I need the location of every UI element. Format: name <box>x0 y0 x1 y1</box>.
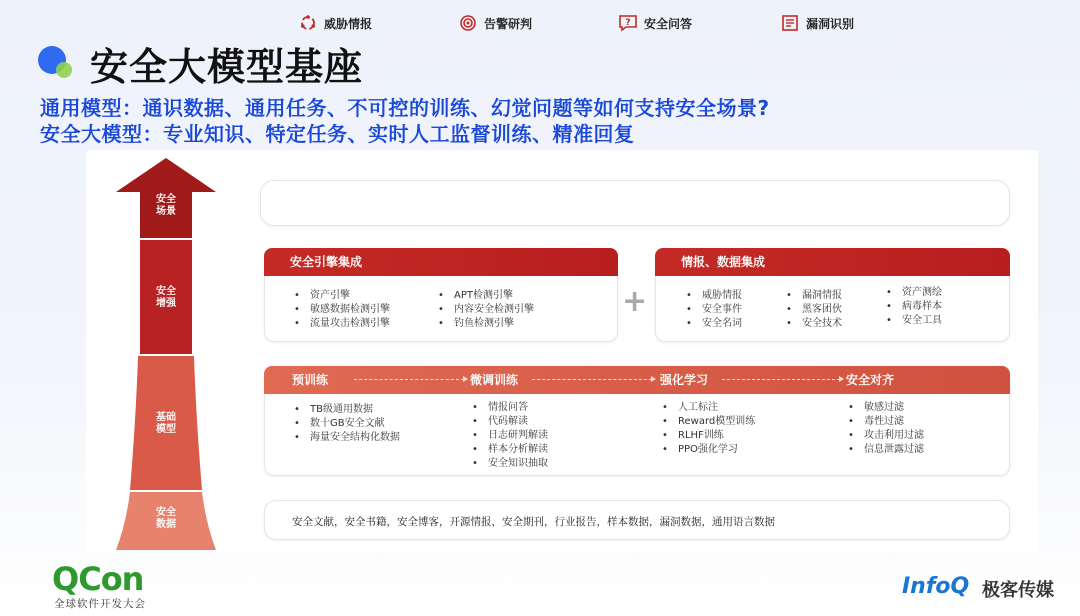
list-item: • 钓鱼检测引擎 <box>436 317 534 331</box>
list-item: • PPO强化学习 <box>660 443 755 457</box>
engine-list-col1 <box>292 289 390 331</box>
list-item: • 流量攻击检测引擎 <box>292 317 390 331</box>
infoq-brand-name: 极客传媒 <box>982 580 1054 601</box>
list-item: • 安全技术 <box>784 317 842 331</box>
list-item: • 敏感过滤 <box>846 401 924 415</box>
page-title: 安全大模型基座 <box>90 45 364 89</box>
alignment-list <box>846 401 924 457</box>
plus-icon: + <box>622 284 648 319</box>
list-item: • 资产测绘 <box>884 286 942 300</box>
list-item: • 日志研判解读 <box>470 429 548 443</box>
list-item: • 人工标注 <box>660 401 755 415</box>
list-item: • 信息泄露过滤 <box>846 443 924 457</box>
step-pretraining: 预训练 <box>292 373 329 387</box>
arrow-right-icon <box>354 379 464 380</box>
step-reinforcement: 强化学习 <box>660 373 709 387</box>
svg-text:?: ? <box>625 18 631 28</box>
intel-list-col3 <box>884 286 942 328</box>
reinforcement-list <box>660 401 755 457</box>
list-item: • 情报问答 <box>470 401 548 415</box>
list-item: • 海量安全结构化数据 <box>292 431 400 445</box>
list-item: • 漏洞情报 <box>784 289 842 303</box>
list-item: • 毒性过滤 <box>846 415 924 429</box>
question-chat-icon <box>618 14 638 32</box>
arrow-label-enhance: 安全 增强 <box>156 286 176 309</box>
list-item: • TB级通用数据 <box>292 403 400 417</box>
arrow-label-data: 安全 数据 <box>156 507 176 530</box>
pretraining-list <box>292 403 400 445</box>
security-data-text: 安全文献，安全书籍，安全博客，开源情报，安全期刊，行业报告，样本数据，漏洞数据，通用语言数据 <box>292 516 775 528</box>
list-item: • RLHF训练 <box>660 429 755 443</box>
step-finetuning: 微调训练 <box>470 373 519 387</box>
list-item: • 安全名词 <box>684 317 742 331</box>
list-item: • 资产引擎 <box>292 289 390 303</box>
list-item: • 安全事件 <box>684 303 742 317</box>
scene-threat-intel: 威胁情报 <box>298 14 372 32</box>
engine-integration-title: 安全引擎集成 <box>264 248 618 276</box>
cycle-icon <box>298 14 318 32</box>
list-item: • 代码解读 <box>470 415 548 429</box>
list-item: • APT检测引擎 <box>436 289 534 303</box>
finetuning-list <box>470 401 548 471</box>
step-alignment: 安全对齐 <box>846 373 895 387</box>
qcon-subtitle: 全球软件开发大会 <box>54 598 146 610</box>
scene-alert-analysis: 告警研判 <box>458 14 532 32</box>
list-item: • 黑客团伙 <box>784 303 842 317</box>
document-scan-icon <box>780 14 800 32</box>
qcon-logo: QCon <box>52 560 144 598</box>
arrow-label-scene: 安全 场景 <box>156 194 176 217</box>
scene-vuln-detection: 漏洞识别 <box>780 14 854 32</box>
list-item: • 攻击利用过滤 <box>846 429 924 443</box>
subtitle-general-model: 通用模型：通识数据、通用任务、不可控的训练、幻觉问题等如何支持安全场景? <box>40 96 770 120</box>
title-decoration-icon <box>38 46 78 82</box>
list-item: • 安全知识抽取 <box>470 457 548 471</box>
arrow-right-icon <box>532 379 652 380</box>
list-item: • 威胁情报 <box>684 289 742 303</box>
security-scenes-card <box>260 180 1010 226</box>
intel-list-col2 <box>784 289 842 331</box>
infoq-logo: InfoQ <box>902 574 970 599</box>
intel-list-col1 <box>684 289 742 331</box>
list-item: • 数十GB安全文献 <box>292 417 400 431</box>
arrow-label-base-model: 基础 模型 <box>156 412 176 435</box>
list-item: • 内容安全检测引擎 <box>436 303 534 317</box>
list-item: • 安全工具 <box>884 314 942 328</box>
target-icon <box>458 14 478 32</box>
scene-security-qa: ? 安全问答 <box>618 14 692 32</box>
list-item: • 样本分析解读 <box>470 443 548 457</box>
arrow-right-icon <box>722 379 840 380</box>
list-item: • 敏感数据检测引擎 <box>292 303 390 317</box>
training-pipeline-header <box>264 366 1010 394</box>
list-item: • Reward模型训练 <box>660 415 755 429</box>
subtitle-security-model: 安全大模型：专业知识、特定任务、实时人工监督训练、精准回复 <box>40 122 635 146</box>
engine-list-col2 <box>436 289 534 331</box>
list-item: • 病毒样本 <box>884 300 942 314</box>
intel-integration-title: 情报、数据集成 <box>655 248 1010 276</box>
